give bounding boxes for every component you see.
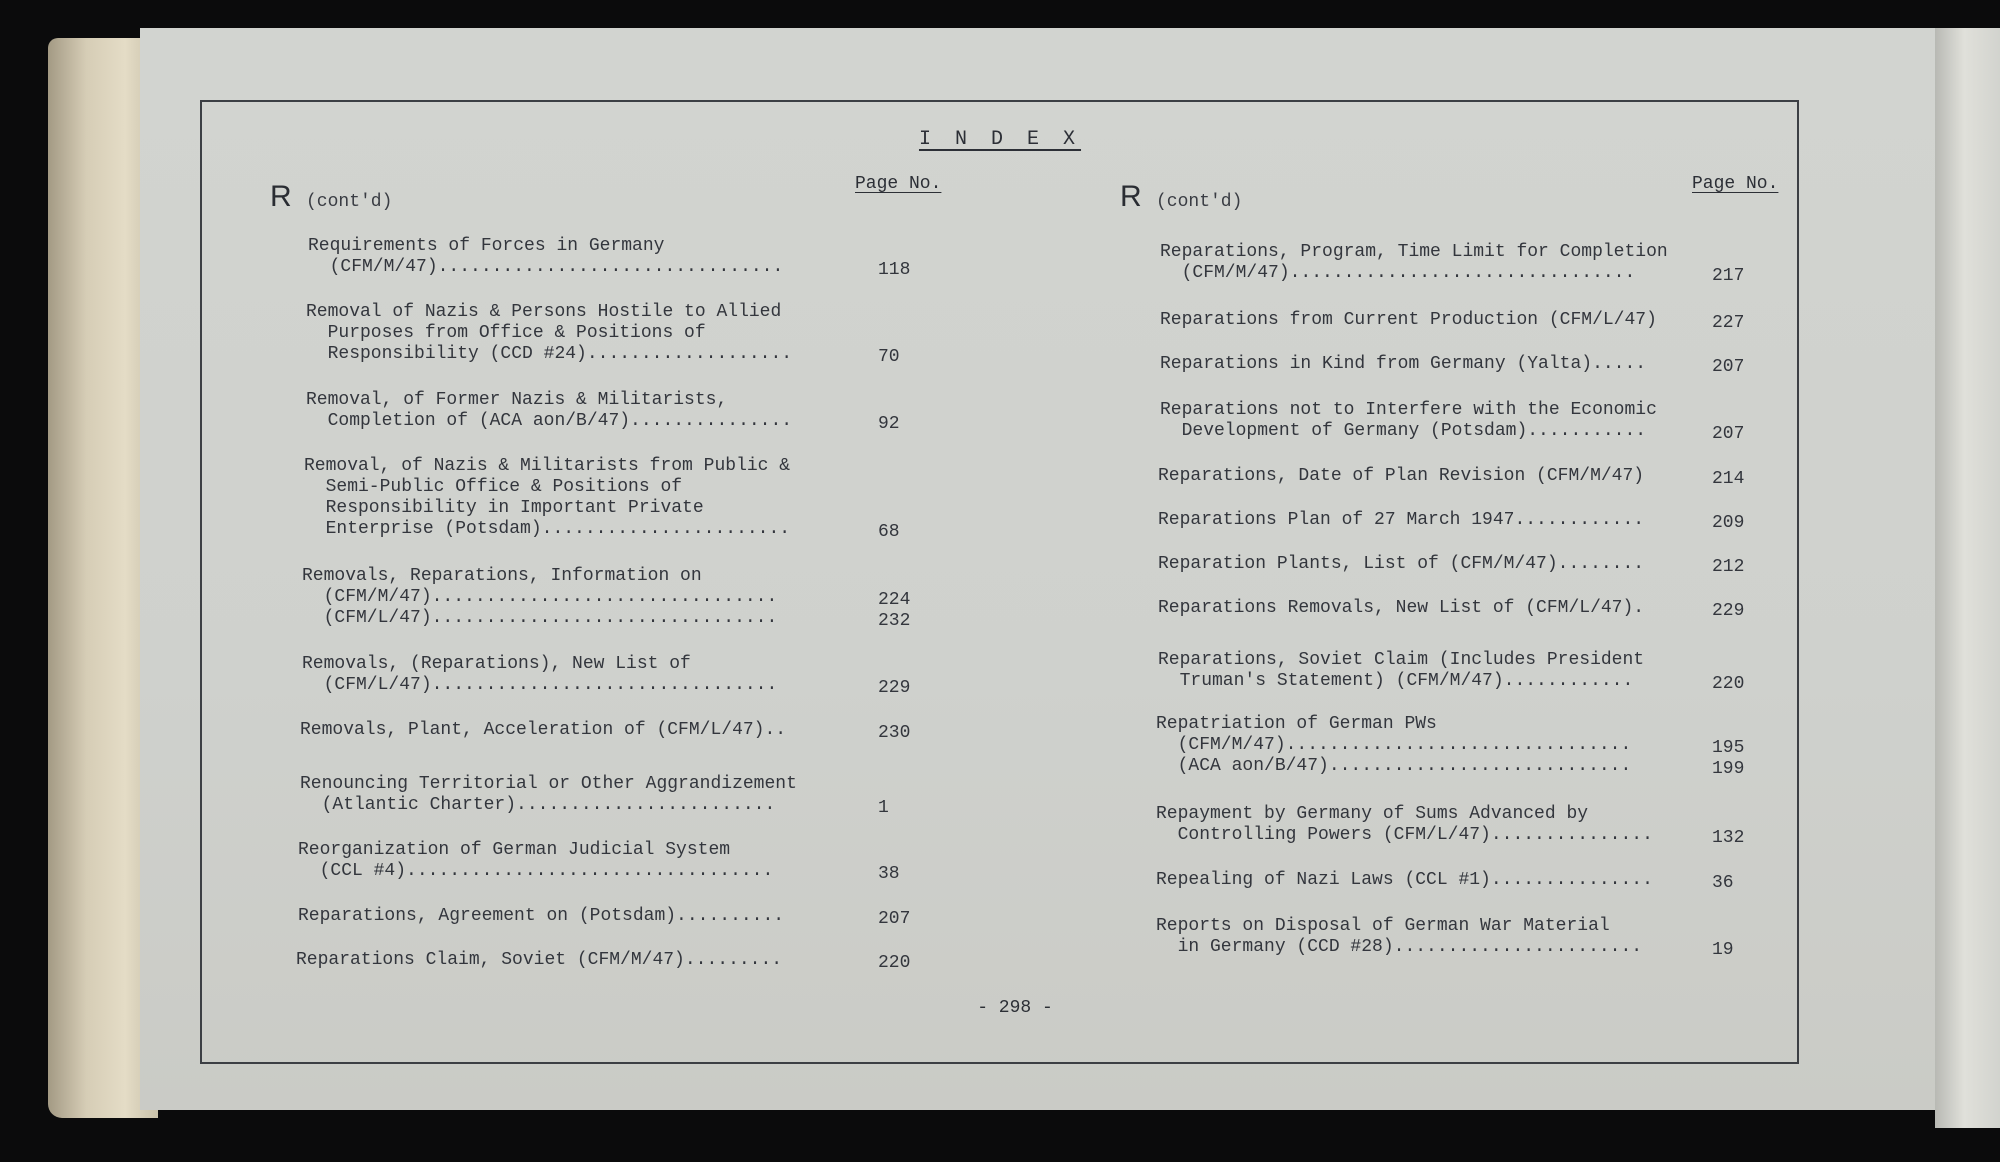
entry-line: (CFM/M/47)................................ [1156,735,1632,755]
index-entry [1160,242,1745,286]
index-entry [1156,714,1745,779]
entry-page-number: 19 [1712,940,1734,960]
entry-page-number: 209 [1712,513,1745,533]
index-entry [308,236,911,280]
entry-page-number: 1 [878,798,889,818]
entry-page-number: 229 [878,678,911,698]
entry-line: (CCL #4).................................. [298,861,774,881]
entry-page-number: 68 [878,522,900,542]
entry-line: Removals, Plant, Acceleration of (CFM/L/47).. [300,720,787,740]
index-entry [306,302,900,367]
entry-line: Controlling Powers (CFM/L/47)............... [1156,825,1653,845]
index-entry [1158,510,1745,533]
entry-page-number: 199 [1712,759,1745,779]
index-entry [1158,466,1745,489]
entry-page-number: 220 [1712,674,1745,694]
entry-line: Repayment by Germany of Sums Advanced by [1156,804,1589,824]
entry-line: Removal, of Nazis & Militarists from Public & [304,456,791,476]
entry-line: Responsibility in Important Private [304,498,704,518]
index-entry [1160,354,1745,377]
index-entry [304,456,900,542]
entry-line: Requirements of Forces in Germany [308,236,665,256]
entry-page-number: 195 [1712,738,1745,758]
entry-line: Reparations, Soviet Claim (Includes President [1158,650,1645,670]
next-page-edge [1935,28,2000,1128]
page-no-heading-left: Page No. [855,174,942,194]
entry-line: Development of Germany (Potsdam)........... [1160,421,1647,441]
index-entry [1156,916,1734,960]
entry-line: Reparation Plants, List of (CFM/M/47)........ [1158,554,1645,574]
entry-page-number: 92 [878,414,900,434]
entry-line: (ACA aon/B/47)............................ [1156,756,1632,776]
entry-line: Reparations, Date of Plan Revision (CFM/M/47) [1158,466,1645,486]
entry-line: Reports on Disposal of German War Material [1156,916,1610,936]
index-entry [302,566,911,631]
entry-page-number: 217 [1712,266,1745,286]
entry-line: Enterprise (Potsdam)....................... [304,519,791,539]
index-entry [1158,598,1745,621]
entry-line: Reparations Removals, New List of (CFM/L/47). [1158,598,1645,618]
entry-line: Reparations not to Interfere with the Economic [1160,400,1657,420]
section-letter-right: R [1120,180,1142,213]
entry-line: Completion of (ACA aon/B/47)............... [306,411,793,431]
index-entry [1160,400,1745,444]
entry-page-number: 212 [1712,557,1745,577]
index-entry [1160,310,1745,333]
entry-line: Responsibility (CCD #24)................... [306,344,793,364]
index-entry [1158,650,1745,694]
index-entry [298,840,900,884]
entry-page-number: 70 [878,347,900,367]
entry-line: (CFM/M/47)................................ [308,257,784,277]
section-cont-left: (cont'd) [306,192,393,212]
section-cont-right: (cont'd) [1156,192,1243,212]
page-no-heading-right: Page No. [1692,174,1779,194]
entry-line: Reparations Plan of 27 March 1947............ [1158,510,1645,530]
entry-line: Repealing of Nazi Laws (CCL #1)............... [1156,870,1653,890]
index-entry [1156,870,1734,893]
entry-line: Purposes from Office & Positions of [306,323,706,343]
entry-page-number: 36 [1712,873,1734,893]
entry-page-number: 118 [878,260,911,280]
entry-page-number: 207 [1712,424,1745,444]
entry-page-number: 214 [1712,469,1745,489]
index-title: I N D E X [918,128,1082,151]
entry-line: Reparations, Agreement on (Potsdam).......... [298,906,785,926]
entry-page-number: 227 [1712,313,1745,333]
index-entry [1158,554,1745,577]
entry-line: Reparations Claim, Soviet (CFM/M/47)......... [296,950,783,970]
index-entry [298,906,911,929]
entry-line: Reorganization of German Judicial System [298,840,731,860]
entry-page-number: 38 [878,864,900,884]
entry-page-number: 230 [878,723,911,743]
index-entry [302,654,911,698]
entry-line: Reparations in Kind from Germany (Yalta)..... [1160,354,1647,374]
entry-line: Removals, Reparations, Information on [302,566,702,586]
index-entry [300,720,911,743]
entry-page-number: 229 [1712,601,1745,621]
entry-line: Truman's Statement) (CFM/M/47)............ [1158,671,1634,691]
entry-line: (CFM/M/47)................................ [1160,263,1636,283]
entry-line: (Atlantic Charter)........................ [300,795,776,815]
index-entry [306,390,900,434]
entry-line: (CFM/L/47)................................ [302,675,778,695]
entry-line: (CFM/M/47)................................ [302,587,778,607]
entry-line: Removal, of Former Nazis & Militarists, [306,390,728,410]
index-entry [300,774,889,818]
entry-line: Repatriation of German PWs [1156,714,1437,734]
entry-line: Removals, (Reparations), New List of [302,654,691,674]
entry-line: Semi-Public Office & Positions of [304,477,683,497]
section-letter-left: R [270,180,292,213]
entry-page-number: 207 [878,909,911,929]
entry-line: Removal of Nazis & Persons Hostile to Allied [306,302,782,322]
index-entry [1156,804,1745,848]
entry-line: Reparations from Current Production (CFM/L/47) [1160,310,1657,330]
entry-page-number: 220 [878,953,911,973]
entry-line: (CFM/L/47)................................ [302,608,778,628]
entry-page-number: 232 [878,611,911,631]
entry-page-number: 224 [878,590,911,610]
entry-line: in Germany (CCD #28)....................... [1156,937,1643,957]
entry-page-number: 132 [1712,828,1745,848]
entry-line: Reparations, Program, Time Limit for Completion [1160,242,1668,262]
page-number-footer: - 298 - [977,998,1053,1018]
index-entry [296,950,911,973]
entry-page-number: 207 [1712,357,1745,377]
entry-line: Renouncing Territorial or Other Aggrandizement [300,774,797,794]
